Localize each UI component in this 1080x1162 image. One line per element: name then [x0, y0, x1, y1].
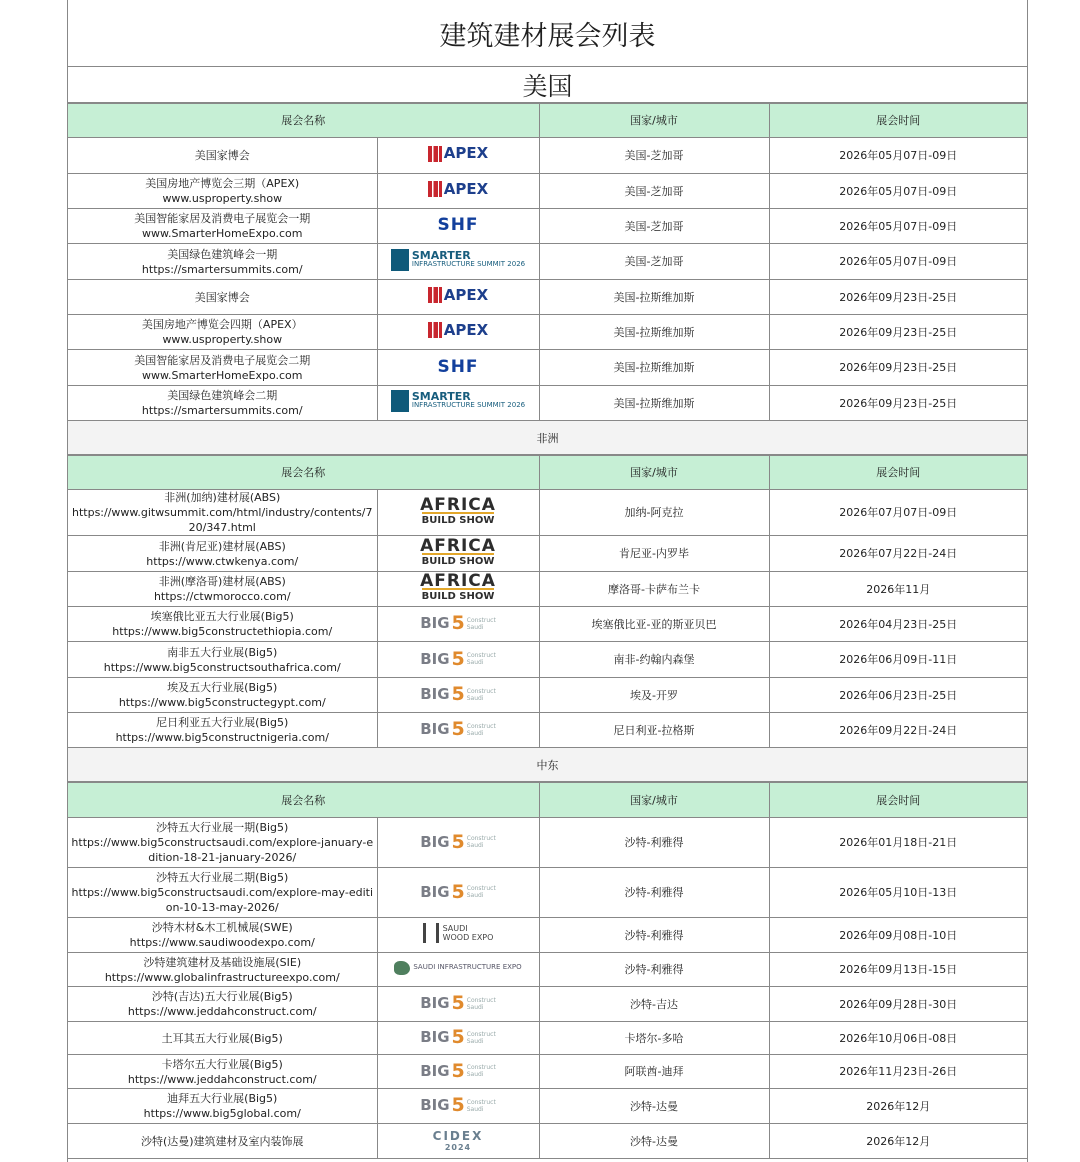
table-row — [68, 1022, 1027, 1055]
apex-logo — [428, 181, 488, 197]
shf-logo — [437, 356, 479, 377]
construct-line2: Saudi — [466, 1071, 484, 1078]
cidex-logo — [433, 1131, 484, 1153]
table-row — [68, 987, 1027, 1022]
exhibition-name — [68, 642, 377, 678]
big5-logo — [420, 718, 496, 740]
construct-line1: Construct — [466, 1098, 496, 1106]
cidex-logo-year: 2024 — [444, 1143, 472, 1152]
table-row — [68, 174, 1027, 209]
exhibition-logo-cell — [377, 1022, 539, 1055]
page-title: 建筑建材展会列表 — [68, 0, 1027, 67]
smarter-logo-text — [411, 248, 526, 269]
exhibition-name — [68, 868, 377, 918]
exhibition-location: 沙特-达曼 — [539, 1089, 769, 1124]
construct-line1: Construct — [466, 1064, 496, 1071]
exhibition-date: 2026年06月09日-11日 — [769, 642, 1027, 678]
big5-logo-construct — [467, 617, 496, 631]
big5-logo-big: BIG — [420, 994, 450, 1012]
exhibition-url[interactable]: https://www.big5constructsouthafrica.com/ — [103, 660, 341, 674]
smarter-logo — [391, 249, 525, 271]
exhibition-url[interactable]: https://www.jeddahconstruct.com/ — [127, 1005, 317, 1018]
exhibition-title: 沙特木材&木工机械展(SWE) — [151, 921, 293, 934]
apex-mark-icon — [428, 181, 442, 197]
exhibition-table — [68, 103, 1027, 421]
apex-logo — [428, 322, 488, 338]
exhibition-location: 沙特-利雅得 — [539, 818, 769, 868]
exhibition-name — [68, 174, 377, 209]
exhibition-logo-cell — [377, 953, 539, 987]
exhibition-url[interactable]: https://www.big5constructethiopia.com/ — [112, 625, 333, 638]
exhibition-url[interactable]: www.SmarterHomeExpo.com — [142, 227, 303, 240]
exhibition-date: 2026年09月28日-30日 — [769, 987, 1027, 1022]
exhibition-name — [68, 713, 377, 748]
exhibition-title: 美国房地产博览会三期（APEX) — [145, 177, 300, 190]
big5-logo-five: 5 — [451, 992, 465, 1014]
apex-mark-icon — [428, 322, 442, 338]
exhibition-logo-cell — [377, 678, 539, 713]
exhibition-date: 2026年04月23日-25日 — [769, 607, 1027, 642]
exhibition-date: 2026年09月22日-24日 — [769, 713, 1027, 748]
exhibition-date: 2026年09月23日-25日 — [769, 315, 1027, 350]
africa-logo-line1: AFRICA — [420, 571, 496, 591]
exhibition-date: 2026年12月 — [769, 1089, 1027, 1124]
exhibition-name — [68, 350, 377, 386]
table-row — [68, 953, 1027, 987]
exhibition-location: 美国-拉斯维加斯 — [539, 386, 769, 421]
big5-logo — [420, 647, 496, 670]
big5-logo-five: 5 — [451, 830, 465, 853]
exhibition-location: 美国-芝加哥 — [539, 174, 769, 209]
exhibition-name — [68, 280, 377, 315]
big5-logo-five: 5 — [451, 1094, 465, 1116]
exhibition-title: 美国智能家居及消费电子展览会一期 — [134, 212, 311, 225]
exhibition-logo-cell — [377, 713, 539, 748]
region-heading: 中东 — [68, 748, 1027, 782]
exhibition-date: 2026年06月23日-25日 — [769, 678, 1027, 713]
exhibition-title: 美国绿色建筑峰会二期 — [167, 389, 278, 402]
big5-logo — [420, 683, 496, 705]
wood-logo-line2: WOOD EXPO — [442, 933, 494, 942]
exhibition-title: 非洲(肯尼亚)建材展(ABS) — [158, 539, 286, 553]
exhibition-location: 美国-拉斯维加斯 — [539, 280, 769, 315]
header-date: 展会时间 — [769, 783, 1027, 818]
table-row — [68, 642, 1027, 678]
big5-logo-construct — [467, 1064, 496, 1078]
africa-logo-line2: BUILD SHOW — [422, 588, 495, 603]
africa-logo — [420, 494, 496, 527]
saudi-map-icon — [394, 961, 410, 975]
sheet-content — [68, 67, 1027, 1159]
header-location: 国家/城市 — [539, 783, 769, 818]
exhibition-date: 2026年10月06日-08日 — [769, 1022, 1027, 1055]
construct-line2: Saudi — [466, 842, 484, 849]
big5-logo-big: BIG — [420, 832, 450, 851]
exhibition-url[interactable]: https://www.big5constructsaudi.com/explore-january-edition-18-21-january-2026/ — [71, 836, 374, 864]
smarter-logo-text — [412, 392, 525, 410]
exhibition-name — [68, 607, 377, 642]
exhibition-date: 2026年05月10日-13日 — [769, 868, 1027, 918]
table-row — [68, 678, 1027, 713]
exhibition-url[interactable]: https://smartersummits.com/ — [141, 404, 303, 417]
table-row — [68, 818, 1027, 868]
wood-logo-line1: SAUDI — [442, 924, 468, 933]
exhibition-date: 2026年05月07日-09日 — [769, 209, 1027, 244]
africa-logo-line2: BUILD SHOW — [422, 512, 495, 527]
exhibition-location: 美国-芝加哥 — [539, 244, 769, 280]
smarter-mark-icon — [391, 390, 409, 412]
exhibition-logo-cell — [377, 280, 539, 315]
big5-logo-big: BIG — [420, 614, 450, 632]
big5-logo-construct — [467, 688, 496, 702]
exhibition-date: 2026年07月22日-24日 — [769, 536, 1027, 572]
exhibition-name — [68, 315, 377, 350]
table-header-row — [68, 456, 1027, 490]
exhibition-title: 沙特建筑建材及基础设施展(SIE) — [143, 955, 302, 969]
construct-line2: Saudi — [466, 729, 484, 737]
exhibition-name — [68, 1022, 377, 1055]
table-row — [68, 490, 1027, 536]
construct-line1: Construct — [466, 687, 496, 695]
big5-logo — [420, 1026, 496, 1048]
header-name: 展会名称 — [68, 456, 539, 490]
big5-logo — [420, 612, 496, 634]
exhibition-name — [68, 818, 377, 868]
sie-logo-text: SAUDI INFRASTRUCTURE EXPO — [413, 963, 522, 972]
exhibition-title: 埃塞俄比亚五大行业展(Big5) — [150, 610, 294, 623]
exhibition-title: 美国家博会 — [194, 290, 250, 304]
smarter-logo-line2: INFRASTRUCTURE SUMMIT 2026 — [411, 401, 526, 409]
exhibition-title: 非洲(加纳)建材展(ABS) — [164, 491, 281, 504]
big5-logo-big: BIG — [420, 720, 450, 738]
exhibition-logo-cell — [377, 1124, 539, 1159]
table-row — [68, 1089, 1027, 1124]
exhibition-location: 沙特-利雅得 — [539, 918, 769, 953]
exhibition-logo-cell — [377, 987, 539, 1022]
apex-logo-text: APEX — [443, 320, 489, 339]
exhibition-title: 美国家博会 — [194, 149, 250, 162]
construct-line2: Saudi — [466, 659, 484, 666]
construct-line2: Saudi — [466, 1003, 484, 1011]
exhibition-url[interactable]: https://www.jeddahconstruct.com/ — [127, 1072, 317, 1086]
construct-line1: Construct — [466, 652, 496, 659]
wood-mark-icon — [423, 923, 439, 943]
exhibition-title: 南非五大行业展(Big5) — [167, 645, 278, 659]
africa-logo-line1: AFRICA — [420, 494, 496, 515]
exhibition-logo-cell — [377, 918, 539, 953]
exhibition-name — [68, 1055, 377, 1089]
table-row — [68, 1055, 1027, 1089]
exhibition-location: 美国-芝加哥 — [539, 209, 769, 244]
construct-line1: Construct — [466, 1030, 496, 1038]
construct-line1: Construct — [466, 722, 496, 730]
big5-logo — [420, 1059, 496, 1082]
big5-logo-five: 5 — [451, 647, 465, 670]
exhibition-date: 2026年09月23日-25日 — [769, 386, 1027, 421]
construct-line2: Saudi — [466, 1105, 484, 1113]
africa-logo-line2: BUILD SHOW — [422, 553, 495, 568]
shf-logo — [437, 215, 479, 235]
header-location: 国家/城市 — [539, 104, 769, 138]
exhibition-location: 美国-拉斯维加斯 — [539, 315, 769, 350]
exhibition-location: 摩洛哥-卡萨布兰卡 — [539, 572, 769, 607]
table-header-row — [68, 104, 1027, 138]
apex-logo-text: APEX — [443, 179, 489, 198]
exhibition-title: 沙特(达曼)建筑建材及室内装饰展 — [140, 1134, 304, 1148]
exhibition-title: 沙特五大行业展一期(Big5) — [156, 821, 289, 834]
big5-logo-big: BIG — [420, 1061, 450, 1080]
exhibition-date: 2026年11月23日-26日 — [769, 1055, 1027, 1089]
exhibition-location: 沙特-利雅得 — [539, 953, 769, 987]
exhibition-date: 2026年05月07日-09日 — [769, 174, 1027, 209]
table-row — [68, 386, 1027, 421]
construct-line1: Construct — [466, 885, 496, 892]
exhibition-logo-cell — [377, 1055, 539, 1089]
exhibition-date: 2026年11月 — [769, 572, 1027, 607]
apex-mark-icon — [428, 146, 442, 162]
exhibition-name — [68, 244, 377, 280]
table-row — [68, 572, 1027, 607]
exhibition-logo-cell — [377, 572, 539, 607]
exhibition-logo-cell — [377, 174, 539, 209]
apex-logo-text: APEX — [443, 285, 489, 304]
exhibition-logo-cell — [377, 490, 539, 536]
exhibition-title: 卡塔尔五大行业展(Big5) — [161, 1057, 283, 1071]
exhibition-location: 阿联酋-迪拜 — [539, 1055, 769, 1089]
header-name: 展会名称 — [68, 783, 539, 818]
big5-logo-construct — [467, 1099, 496, 1113]
exhibition-name — [68, 1124, 377, 1159]
exhibition-title: 美国绿色建筑峰会一期 — [167, 247, 278, 261]
header-name: 展会名称 — [68, 104, 539, 138]
header-location: 国家/城市 — [539, 456, 769, 490]
shf-logo-text: SHF — [437, 356, 479, 377]
exhibition-title: 尼日利亚五大行业展(Big5) — [156, 716, 289, 729]
apex-logo-text: APEX — [443, 144, 489, 162]
exhibition-title: 美国智能家居及消费电子展览会二期 — [134, 353, 311, 367]
exhibition-url[interactable]: https://www.big5global.com/ — [143, 1107, 301, 1120]
exhibition-logo-cell — [377, 138, 539, 174]
exhibition-name — [68, 953, 377, 987]
exhibition-sheet — [67, 0, 1028, 1162]
big5-logo-construct — [467, 885, 496, 899]
exhibition-url[interactable]: https://www.globalinfrastructureexpo.com/ — [104, 970, 340, 984]
table-row — [68, 1124, 1027, 1159]
wood-logo — [423, 923, 494, 943]
table-row — [68, 209, 1027, 244]
exhibition-name — [68, 490, 377, 536]
exhibition-url[interactable]: www.usproperty.show — [162, 192, 283, 205]
construct-line2: Saudi — [466, 694, 484, 702]
header-date: 展会时间 — [769, 456, 1027, 490]
exhibition-name — [68, 678, 377, 713]
big5-logo-construct — [467, 652, 496, 666]
exhibition-location: 美国-芝加哥 — [539, 138, 769, 174]
smarter-logo-line1: SMARTER — [411, 248, 471, 262]
exhibition-logo-cell — [377, 868, 539, 918]
exhibition-logo-cell — [377, 244, 539, 280]
table-row — [68, 607, 1027, 642]
big5-logo — [420, 880, 496, 903]
exhibition-name — [68, 209, 377, 244]
table-row — [68, 713, 1027, 748]
big5-logo-five: 5 — [451, 718, 465, 740]
table-row — [68, 244, 1027, 280]
table-row — [68, 280, 1027, 315]
exhibition-location: 加纳-阿克拉 — [539, 490, 769, 536]
exhibition-url[interactable]: https://smartersummits.com/ — [141, 262, 303, 276]
smarter-logo-line2: INFRASTRUCTURE SUMMIT 2026 — [411, 259, 526, 268]
table-row — [68, 536, 1027, 572]
exhibition-name — [68, 386, 377, 421]
exhibition-logo-cell — [377, 536, 539, 572]
exhibition-table — [68, 782, 1027, 1159]
exhibition-location: 沙特-利雅得 — [539, 868, 769, 918]
big5-logo-five: 5 — [451, 1059, 465, 1082]
big5-logo-construct — [467, 997, 496, 1011]
big5-logo-big: BIG — [420, 1028, 450, 1046]
construct-line2: Saudi — [466, 892, 484, 899]
big5-logo-big: BIG — [420, 882, 450, 901]
region-heading: 美国 — [68, 67, 1027, 103]
exhibition-name — [68, 138, 377, 174]
big5-logo-five: 5 — [451, 612, 465, 634]
apex-mark-icon — [428, 287, 442, 303]
big5-logo-construct — [467, 835, 496, 849]
big5-logo-construct — [467, 1031, 496, 1045]
exhibition-location: 埃及-开罗 — [539, 678, 769, 713]
apex-logo — [428, 146, 488, 162]
exhibition-location: 沙特-吉达 — [539, 987, 769, 1022]
exhibition-url[interactable]: https://www.big5constructegypt.com/ — [118, 696, 326, 709]
big5-logo-big: BIG — [420, 685, 450, 703]
table-row — [68, 138, 1027, 174]
big5-logo-five: 5 — [451, 880, 465, 903]
exhibition-title: 迪拜五大行业展(Big5) — [167, 1092, 278, 1105]
big5-logo-big: BIG — [420, 649, 450, 668]
big5-logo-construct — [467, 723, 496, 737]
big5-logo — [420, 830, 496, 853]
table-row — [68, 918, 1027, 953]
exhibition-date: 2026年01月18日-21日 — [769, 818, 1027, 868]
exhibition-name — [68, 1089, 377, 1124]
shf-logo-text: SHF — [437, 215, 479, 235]
big5-logo — [420, 1094, 496, 1116]
exhibition-logo-cell — [377, 642, 539, 678]
apex-logo — [428, 287, 488, 303]
smarter-logo-line1: SMARTER — [411, 390, 471, 403]
exhibition-location: 卡塔尔-多哈 — [539, 1022, 769, 1055]
exhibition-date: 2026年05月07日-09日 — [769, 138, 1027, 174]
table-header-row — [68, 783, 1027, 818]
exhibition-title: 土耳其五大行业展(Big5) — [161, 1031, 283, 1045]
exhibition-location: 美国-拉斯维加斯 — [539, 350, 769, 386]
exhibition-name — [68, 536, 377, 572]
table-row — [68, 315, 1027, 350]
exhibition-url[interactable]: https://www.big5constructsaudi.com/explore-may-edition-10-13-may-2026/ — [71, 886, 374, 914]
exhibition-logo-cell — [377, 607, 539, 642]
exhibition-name — [68, 572, 377, 607]
exhibition-logo-cell — [377, 350, 539, 386]
construct-line1: Construct — [466, 996, 496, 1004]
exhibition-name — [68, 987, 377, 1022]
exhibition-date: 2026年09月23日-25日 — [769, 350, 1027, 386]
cidex-logo-text: CIDEX — [432, 1129, 484, 1143]
exhibition-location: 南非-约翰内森堡 — [539, 642, 769, 678]
exhibition-location: 尼日利亚-拉格斯 — [539, 713, 769, 748]
exhibition-location: 沙特-达曼 — [539, 1124, 769, 1159]
exhibition-location: 埃塞俄比亚-亚的斯亚贝巴 — [539, 607, 769, 642]
africa-logo — [420, 571, 496, 603]
exhibition-date: 2026年09月13日-15日 — [769, 953, 1027, 987]
exhibition-name — [68, 918, 377, 953]
big5-logo-big: BIG — [420, 1096, 450, 1114]
exhibition-date: 2026年09月08日-10日 — [769, 918, 1027, 953]
exhibition-title: 美国房地产博览会四期（APEX） — [141, 318, 303, 331]
exhibition-url[interactable]: https://www.saudiwoodexpo.com/ — [129, 936, 315, 949]
exhibition-logo-cell — [377, 315, 539, 350]
exhibition-url[interactable]: https://www.gitwsummit.com/html/industry/contents/720/347.html — [71, 506, 373, 534]
construct-line2: Saudi — [466, 1037, 484, 1045]
region-heading: 非洲 — [68, 421, 1027, 455]
exhibition-url[interactable]: www.usproperty.show — [162, 333, 283, 346]
sie-logo — [394, 960, 521, 975]
africa-logo — [420, 535, 496, 568]
smarter-logo — [391, 390, 525, 412]
exhibition-title: 非洲(摩洛哥)建材展(ABS) — [158, 575, 286, 588]
big5-logo-five: 5 — [451, 683, 465, 705]
construct-line2: Saudi — [466, 623, 484, 631]
construct-line1: Construct — [466, 616, 496, 624]
exhibition-url[interactable]: https://ctwmorocco.com/ — [153, 590, 291, 603]
exhibition-title: 沙特(吉达)五大行业展(Big5) — [151, 990, 293, 1003]
exhibition-table — [68, 455, 1027, 748]
exhibition-url[interactable]: www.SmarterHomeExpo.com — [142, 368, 303, 382]
exhibition-logo-cell — [377, 209, 539, 244]
construct-line1: Construct — [466, 835, 496, 842]
header-date: 展会时间 — [769, 104, 1027, 138]
wood-logo-text — [443, 924, 494, 942]
exhibition-date: 2026年07月07日-09日 — [769, 490, 1027, 536]
exhibition-logo-cell — [377, 386, 539, 421]
exhibition-url[interactable]: https://www.ctwkenya.com/ — [146, 554, 299, 568]
exhibition-date: 2026年05月07日-09日 — [769, 244, 1027, 280]
exhibition-date: 2026年09月23日-25日 — [769, 280, 1027, 315]
big5-logo-five: 5 — [451, 1026, 465, 1048]
exhibition-title: 埃及五大行业展(Big5) — [167, 681, 278, 694]
big5-logo — [420, 992, 496, 1014]
exhibition-url[interactable]: https://www.big5constructnigeria.com/ — [115, 731, 329, 744]
exhibition-title: 沙特五大行业展二期(Big5) — [156, 871, 289, 884]
table-row — [68, 350, 1027, 386]
exhibition-location: 肯尼亚-内罗毕 — [539, 536, 769, 572]
exhibition-logo-cell — [377, 1089, 539, 1124]
africa-logo-line1: AFRICA — [420, 535, 496, 556]
exhibition-logo-cell — [377, 818, 539, 868]
table-row — [68, 868, 1027, 918]
smarter-mark-icon — [391, 249, 409, 271]
exhibition-date: 2026年12月 — [769, 1124, 1027, 1159]
